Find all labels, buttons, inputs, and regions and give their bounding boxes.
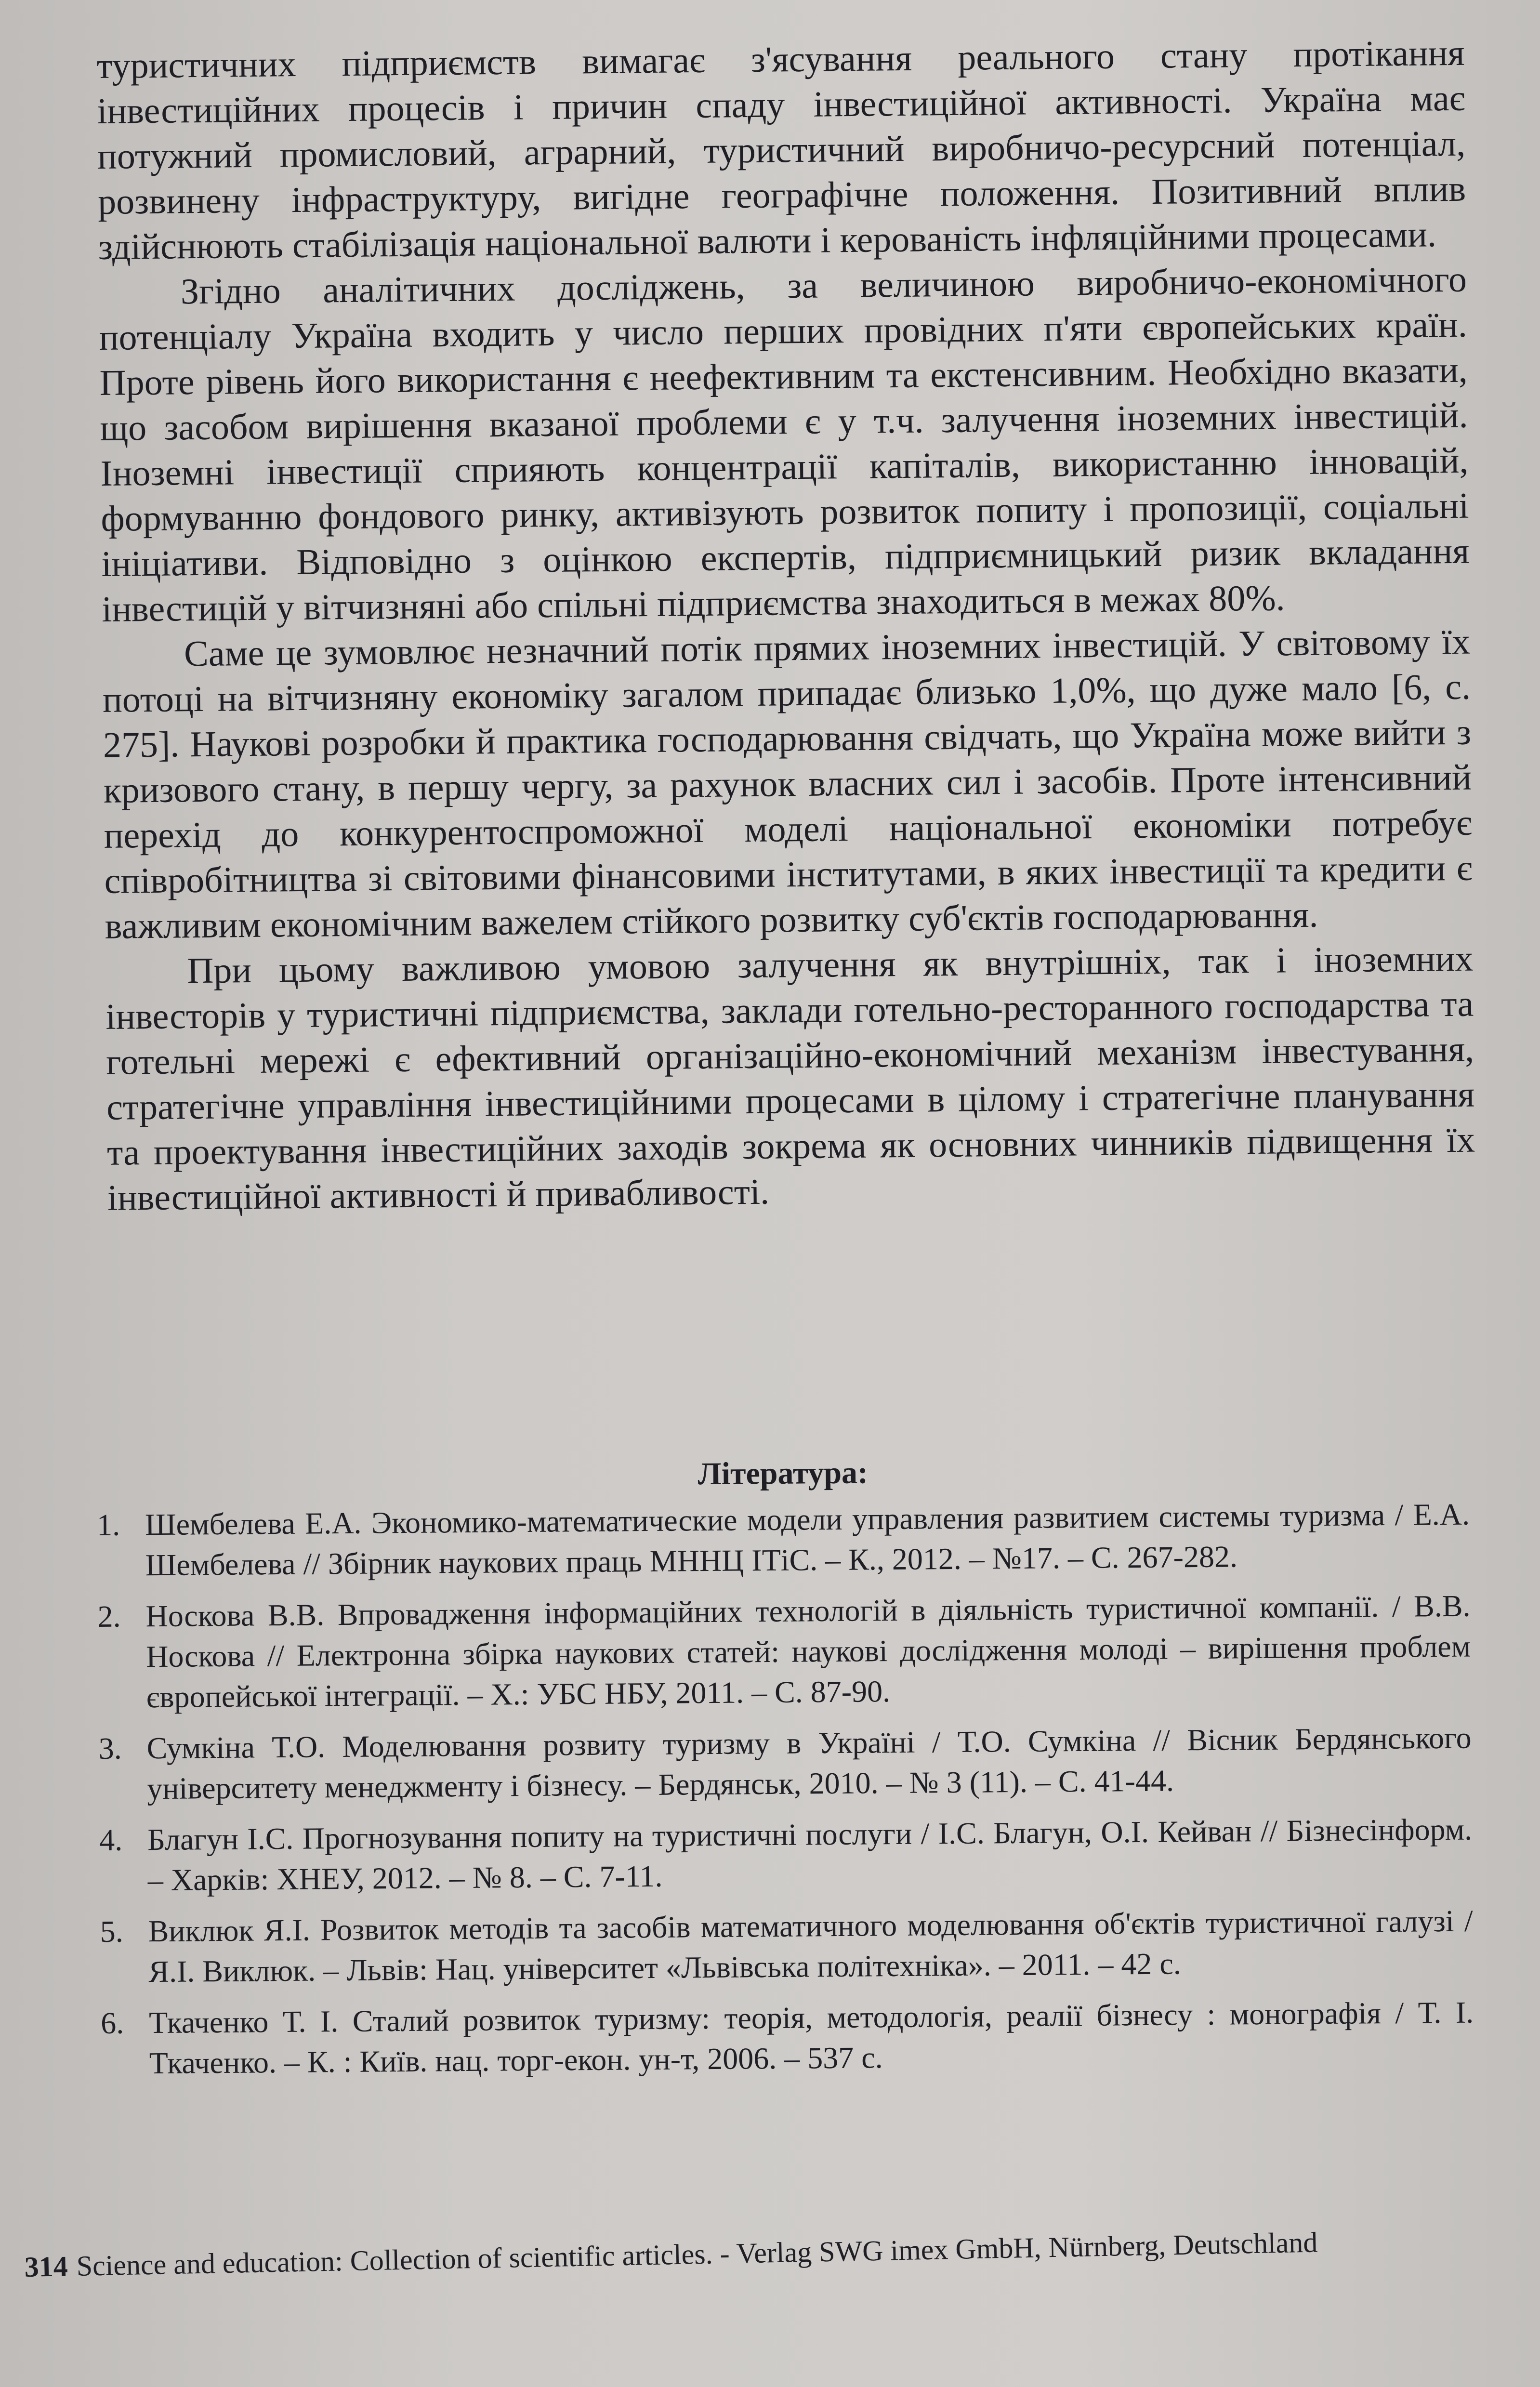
reference-item	[98, 1718, 1472, 1809]
reference-item	[99, 1809, 1473, 1901]
reference-number: 4.	[99, 1822, 123, 1857]
reference-number: 3.	[98, 1731, 122, 1766]
reference-item	[97, 1494, 1470, 1586]
references-list	[97, 1494, 1474, 2084]
journal-citation: Science and education: Collection of scientific articles. - Verlag SWG imex GmbH, Nürnberg, Deutschland	[76, 2226, 1318, 2282]
reference-text: Ткаченко Т. І. Сталий розвиток туризму: теорія, методологія, реалії бізнесу : монографія / Т. І. Ткаченко. – К. : Київ. нац. торг-екон. ун-т, 2006. – 537 с.	[148, 1995, 1474, 2081]
page-number: 314	[24, 2250, 68, 2283]
references-section	[96, 1449, 1474, 2095]
reference-text: Сумкіна Т.О. Моделювання розвиту туризму в Україні / Т.О. Сумкіна // Вісник Бердянського університету менеджменту і бізнесу. – Бердянськ, 2010. – № 3 (11). – С. 41-44.	[146, 1720, 1472, 1806]
references-heading: Література:	[698, 1455, 869, 1492]
article-body	[96, 30, 1475, 1221]
reference-number: 2.	[97, 1599, 121, 1634]
reference-number: 6.	[100, 2005, 124, 2040]
reference-text: Виклюк Я.І. Розвиток методів та засобів математичного моделювання об'єктів туристичної галузі / Я.І. Виклюк. – Львів: Нац. університет «Львівська політехніка». – 2011. – 42 с.	[148, 1903, 1473, 1989]
reference-item	[100, 1901, 1473, 1992]
paragraph-1: туристичних підприємств вимагає з'ясування реального стану протікання інвестиційних процесів і причин спаду інвестиційної активності. Україна має потужний промисловий, аграрний, туристичний виробничо-ресурсний потенціал, розвинену інфраструктуру, вигідне географічне положення. Позитивний вплив здійснюють стабілізація національної валюти і керованість інфляційними процесами.	[96, 32, 1466, 267]
reference-number: 5.	[100, 1914, 123, 1949]
reference-text: Носкова В.В. Впровадження інформаційних технологій в діяльність туристичної компанії. / В.В. Носкова // Електронна збірка наукових статей: наукові дослідження молоді – вирішення проблем європейської інтеграції. – Х.: УБС НБУ, 2011. – С. 87-90.	[145, 1588, 1471, 1714]
reference-number: 1.	[96, 1507, 120, 1542]
page-footer	[24, 2221, 1470, 2285]
reference-item	[97, 1586, 1471, 1718]
reference-text: Благун І.С. Прогнозування попиту на туристичні послуги / І.С. Благун, О.І. Кейван // Бізнесінформ. – Харків: ХНЕУ, 2012. – № 8. – С. 7-11.	[147, 1812, 1473, 1898]
reference-text: Шембелева Е.А. Экономико-математические модели управления развитием системы туризма / Е.А. Шембелева // Збірник наукових праць МННЦ ІТіС. – К., 2012. – №17. – С. 267-282.	[145, 1497, 1470, 1583]
reference-item	[101, 1992, 1474, 2084]
paragraph-4: При цьому важливою умовою залучення як внутрішніх, так і іноземних інвесторів у туристичні підприємства, заклади готельно-ресторанного господарства та готельні мережі є ефективний організаційно-економічний механізм інвестування, стратегічне управління інвестиційними процесами в цілому і стратегічне планування та проектування інвестиційних заходів зокрема як основних чинників підвищення їх інвестиційної активності й привабливості.	[105, 938, 1475, 1218]
paragraph-3: Саме це зумовлює незначний потік прямих іноземних інвестицій. У світовому їх потоці на вітчизняну економіку загалом припадає близько 1,0%, що дуже мало [6, с. 275]. Наукові розробки й практика господарювання свідчать, що Україна може вийти з кризового стану, в першу чергу, за рахунок власних сил і засобів. Проте інтенсивний перехід до конкурентоспроможної моделі національної економіки потребує співробітництва зі світовими фінансовими інститутами, в яких інвестиції та кредити є важливим економічним важелем стійкого розвитку суб'єктів господарювання.	[102, 621, 1473, 947]
paragraph-2: Згідно аналітичних досліджень, за величиною виробничо-економічного потенціалу Україна входить у число перших провідних п'яти європейських країн. Проте рівень його використання є неефективним та екстенсивним. Необхідно вказати, що засобом вирішення вказаної проблеми є у т.ч. залучення іноземних інвестицій. Іноземні інвестиції сприяють концентрації капіталів, використанню інновацій, формуванню фондового ринку, активізують розвиток попиту і пропозиції, соціальні ініціативи. Відповідно з оцінкою експертів, підприємницький ризик вкладання інвестицій у вітчизняні або спільні підприємства знаходиться в межах 80%.	[99, 259, 1470, 630]
